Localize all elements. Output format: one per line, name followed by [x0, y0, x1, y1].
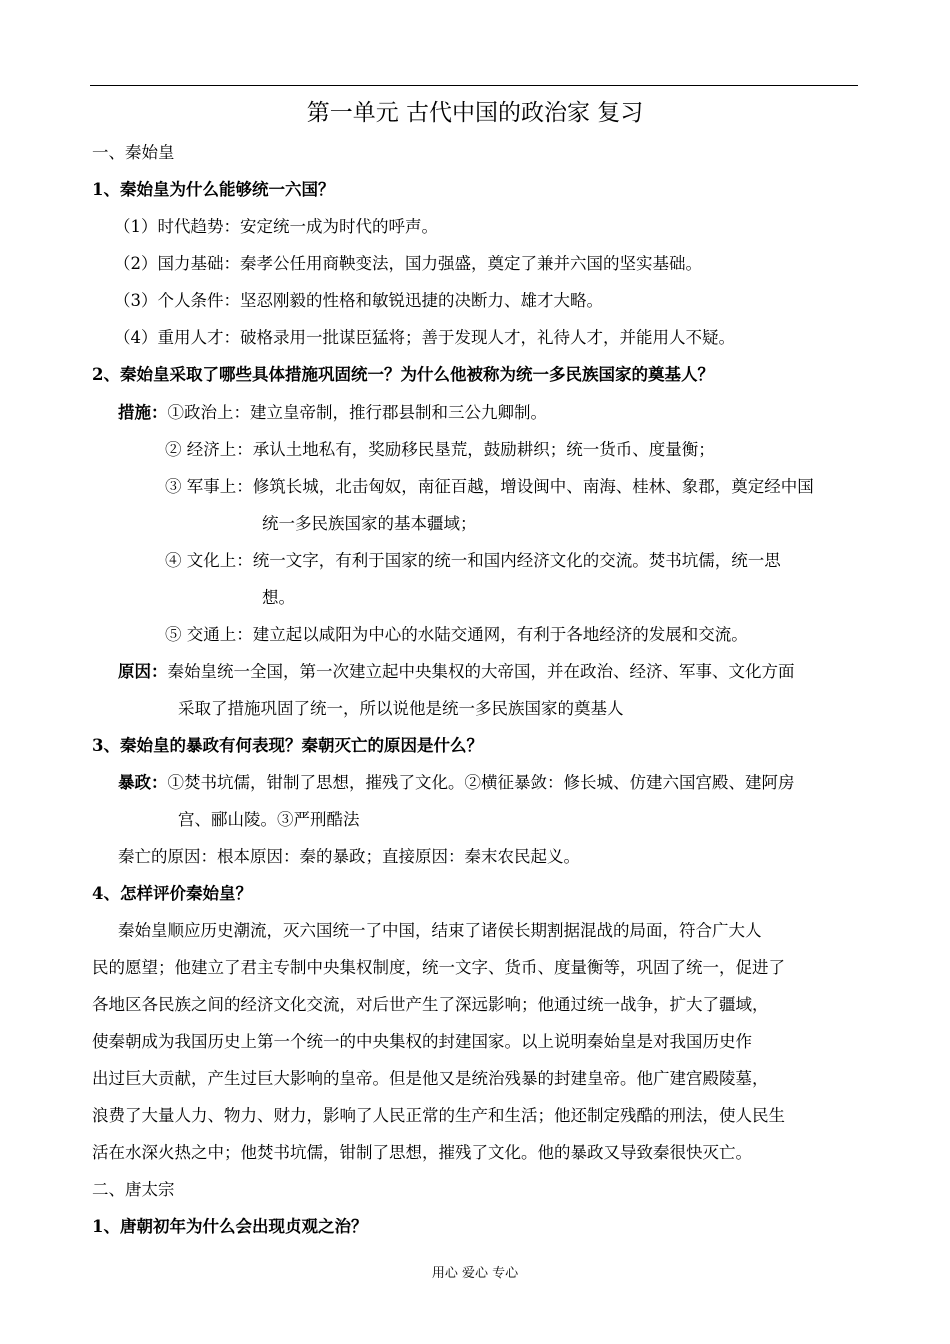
- question-4: 4、怎样评价秦始皇？: [92, 884, 252, 903]
- tyranny-text-cont: 宫、郦山陵。③严刑酷法: [178, 810, 360, 829]
- reason-label: 原因：: [118, 662, 168, 681]
- evaluation-line: 秦始皇顺应历史潮流，灭六国统一了中国，结束了诸侯长期割据混战的局面，符合广大人: [118, 921, 762, 940]
- question-2: 2、秦始皇采取了哪些具体措施巩固统一？为什么他被称为统一多民族国家的奠基人？: [92, 365, 714, 384]
- header-rule: [90, 85, 858, 86]
- section-heading-tang: 二、唐太宗: [92, 1180, 175, 1199]
- reason-text: 秦始皇统一全国，第一次建立起中央集权的大帝国，并在政治、经济、军事、文化方面: [167, 662, 795, 681]
- measure-politics: ①政治上：建立皇帝制，推行郡县制和三公九卿制。: [167, 403, 547, 422]
- page-footer: 用心 爱心 专心: [431, 1266, 519, 1281]
- reason-line: [118, 660, 795, 684]
- evaluation-line: 民的愿望；他建立了君主专制中央集权制度，统一文字、货币、度量衡等，巩固了统一，促进了: [92, 958, 785, 977]
- answer-item: （3）个人条件：坚忍刚毅的性格和敏锐迅捷的决断力、雄才大略。: [114, 291, 603, 310]
- evaluation-line: 出过巨大贡献，产生过巨大影响的皇帝。但是他又是统治残暴的封建皇帝。他广建宫殿陵墓，: [92, 1069, 769, 1088]
- measure-culture-cont: 想。: [262, 588, 295, 607]
- tyranny-line: [118, 771, 795, 795]
- fall-reason: 秦亡的原因：根本原因：秦的暴政；直接原因：秦末农民起义。: [118, 847, 580, 866]
- measure-culture: ④ 文化上：统一文字，有利于国家的统一和国内经济文化的交流。焚书坑儒，统一思: [165, 551, 781, 570]
- answer-item: （2）国力基础：秦孝公任用商鞅变法，国力强盛，奠定了兼并六国的坚实基础。: [114, 254, 702, 273]
- measure-military-cont: 统一多民族国家的基本疆域；: [262, 514, 477, 533]
- evaluation-line: 使秦朝成为我国历史上第一个统一的中央集权的封建国家。以上说明秦始皇是对我国历史作: [92, 1032, 752, 1051]
- tyranny-label: 暴政：: [118, 773, 168, 792]
- page-title: 第一单元 古代中国的政治家 复习: [306, 100, 644, 126]
- evaluation-line: 浪费了大量人力、物力、财力，影响了人民正常的生产和生活；他还制定残酷的刑法，使人民生: [92, 1106, 785, 1125]
- reason-text-cont: 采取了措施巩固了统一，所以说他是统一多民族国家的奠基人: [178, 699, 624, 718]
- measures-label: 措施：: [118, 403, 168, 422]
- measures-line: [118, 401, 547, 425]
- answer-item: （1）时代趋势：安定统一成为时代的呼声。: [114, 217, 438, 236]
- question-1: 1、秦始皇为什么能够统一六国？: [92, 180, 335, 199]
- question-3: 3、秦始皇的暴政有何表现？秦朝灭亡的原因是什么？: [92, 736, 483, 755]
- evaluation-line: 活在水深火热之中；他焚书坑儒，钳制了思想，摧残了文化。他的暴政又导致秦很快灭亡。: [92, 1143, 752, 1162]
- evaluation-line: 各地区各民族之间的经济文化交流，对后世产生了深远影响；他通过统一战争，扩大了疆域，: [92, 995, 769, 1014]
- measure-transport: ⑤ 交通上：建立起以咸阳为中心的水陆交通网，有利于各地经济的发展和交流。: [165, 625, 748, 644]
- measure-military: ③ 军事上：修筑长城，北击匈奴，南征百越，增设闽中、南海、桂林、象郡，奠定经中国: [165, 477, 814, 496]
- question-tang-1: 1、唐朝初年为什么会出现贞观之治？: [92, 1217, 368, 1236]
- section-heading-qin: 一、秦始皇: [92, 143, 175, 162]
- measure-economy: ② 经济上：承认土地私有，奖励移民垦荒，鼓励耕织；统一货币、度量衡；: [165, 440, 715, 459]
- tyranny-text: ①焚书坑儒，钳制了思想，摧残了文化。②横征暴敛：修长城、仿建六国宫殿、建阿房: [167, 773, 795, 792]
- answer-item: （4）重用人才：破格录用一批谋臣猛将；善于发现人才，礼待人才，并能用人不疑。: [114, 328, 735, 347]
